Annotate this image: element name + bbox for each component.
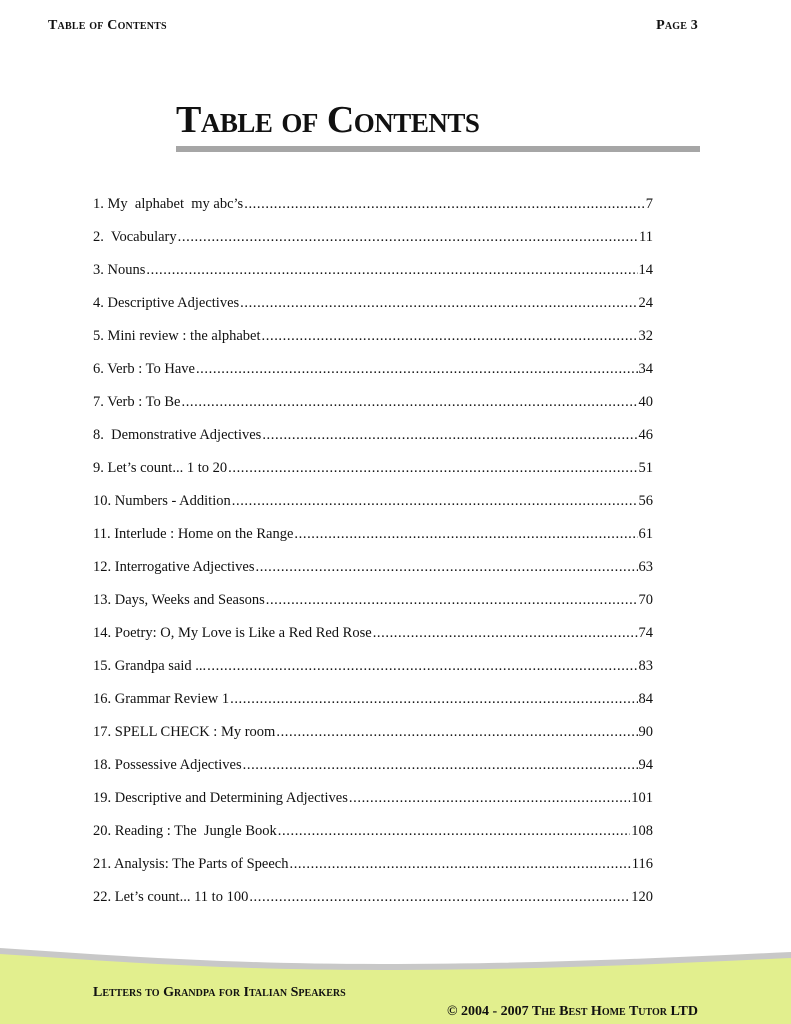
toc-dot-leader	[181, 394, 637, 411]
toc-dot-leader	[262, 328, 638, 345]
toc-entry-title: 8. Demonstrative Adjectives	[93, 427, 262, 443]
title-underline-rule	[176, 146, 700, 152]
toc-entry[interactable]	[93, 757, 653, 790]
toc-entry[interactable]	[93, 790, 653, 823]
toc-entry[interactable]	[93, 658, 653, 691]
toc-entry-title: 6. Verb : To Have	[93, 361, 195, 377]
toc-entry-page-number: 70	[638, 592, 653, 608]
toc-entry-title: 4. Descriptive Adjectives	[93, 295, 240, 311]
toc-dot-leader	[266, 592, 638, 609]
toc-entry-page-number: 11	[639, 229, 653, 245]
toc-entry-page-number: 24	[638, 295, 653, 311]
toc-entry-title: 11. Interlude : Home on the Range	[93, 526, 294, 542]
toc-entry-title: 1. My alphabet my abc’s	[93, 196, 244, 212]
toc-entry-title: 7. Verb : To Be	[93, 394, 181, 410]
toc-dot-leader	[232, 493, 638, 510]
toc-entry-title: 14. Poetry: O, My Love is Like a Red Red Rose	[93, 625, 372, 641]
toc-entry-page-number: 7	[645, 196, 653, 212]
toc-entry-title: 13. Days, Weeks and Seasons	[93, 592, 265, 608]
toc-entry[interactable]	[93, 592, 653, 625]
toc-entry-title: 12. Interrogative Adjectives	[93, 559, 255, 575]
toc-entry-title: 2. Vocabulary	[93, 229, 177, 245]
footer-copyright: © 2004 - 2007 The Best Home Tutor LTD	[447, 1004, 698, 1019]
toc-entry-page-number: 61	[638, 526, 653, 542]
toc-entry-page-number: 46	[638, 427, 653, 443]
toc-dot-leader	[228, 460, 637, 477]
toc-dot-leader	[249, 889, 630, 906]
toc-entry-title: 10. Numbers - Addition	[93, 493, 231, 509]
toc-dot-leader	[240, 295, 637, 312]
toc-dot-leader	[244, 196, 645, 213]
toc-dot-leader	[255, 559, 637, 576]
toc-entry-title: 20. Reading : The Jungle Book	[93, 823, 277, 839]
footer-book-title: Letters to Grandpa for Italian Speakers	[93, 985, 346, 1000]
toc-entry[interactable]	[93, 361, 653, 394]
toc-entry-title: 15. Grandpa said ...	[93, 658, 207, 674]
toc-dot-leader	[349, 790, 630, 807]
toc-entry-page-number: 108	[631, 823, 653, 839]
toc-entry-page-number: 56	[638, 493, 653, 509]
toc-entry[interactable]	[93, 493, 653, 526]
toc-dot-leader	[207, 658, 637, 675]
toc-entry[interactable]	[93, 394, 653, 427]
toc-entry-page-number: 74	[638, 625, 653, 641]
toc-entry[interactable]	[93, 427, 653, 460]
toc-entry[interactable]	[93, 328, 653, 361]
toc-entry-title: 18. Possessive Adjectives	[93, 757, 242, 773]
toc-entry-title: 17. SPELL CHECK : My room	[93, 724, 276, 740]
toc-entry[interactable]	[93, 889, 653, 922]
toc-entry-page-number: 120	[631, 889, 653, 905]
toc-entry[interactable]	[93, 823, 653, 856]
toc-dot-leader	[289, 856, 630, 873]
table-of-contents-list	[93, 196, 653, 922]
toc-dot-leader	[178, 229, 638, 246]
toc-entry-title: 22. Let’s count... 11 to 100	[93, 889, 249, 905]
toc-entry-page-number: 51	[638, 460, 653, 476]
page-title: Table of Contents	[176, 99, 480, 141]
toc-entry-title: 21. Analysis: The Parts of Speech	[93, 856, 289, 872]
toc-entry-page-number: 83	[638, 658, 653, 674]
toc-entry[interactable]	[93, 526, 653, 559]
toc-entry[interactable]	[93, 460, 653, 493]
toc-dot-leader	[294, 526, 637, 543]
toc-entry-title: 19. Descriptive and Determining Adjectives	[93, 790, 348, 806]
toc-dot-leader	[278, 823, 630, 840]
toc-entry-page-number: 84	[638, 691, 653, 707]
toc-entry-page-number: 101	[631, 790, 653, 806]
toc-entry[interactable]	[93, 295, 653, 328]
toc-dot-leader	[276, 724, 637, 741]
toc-entry-page-number: 63	[638, 559, 653, 575]
toc-entry[interactable]	[93, 262, 653, 295]
toc-entry-title: 16. Grammar Review 1	[93, 691, 230, 707]
toc-entry[interactable]	[93, 856, 653, 889]
toc-dot-leader	[146, 262, 637, 279]
toc-entry-page-number: 32	[638, 328, 653, 344]
toc-entry[interactable]	[93, 196, 653, 229]
toc-entry[interactable]	[93, 229, 653, 262]
toc-entry-title: 3. Nouns	[93, 262, 146, 278]
toc-entry[interactable]	[93, 724, 653, 757]
toc-entry[interactable]	[93, 625, 653, 658]
toc-entry[interactable]	[93, 559, 653, 592]
toc-entry-page-number: 116	[631, 856, 653, 872]
running-header-title: Table of Contents	[48, 18, 167, 33]
toc-entry-page-number: 14	[638, 262, 653, 278]
toc-entry-page-number: 90	[638, 724, 653, 740]
toc-entry[interactable]	[93, 691, 653, 724]
toc-dot-leader	[196, 361, 638, 378]
toc-dot-leader	[243, 757, 638, 774]
toc-entry-title: 9. Let’s count... 1 to 20	[93, 460, 228, 476]
toc-dot-leader	[262, 427, 637, 444]
toc-entry-page-number: 34	[638, 361, 653, 377]
toc-entry-page-number: 94	[638, 757, 653, 773]
toc-dot-leader	[373, 625, 638, 642]
toc-dot-leader	[230, 691, 637, 708]
toc-entry-title: 5. Mini review : the alphabet	[93, 328, 261, 344]
toc-entry-page-number: 40	[638, 394, 653, 410]
running-header-page-number: Page 3	[656, 18, 698, 33]
